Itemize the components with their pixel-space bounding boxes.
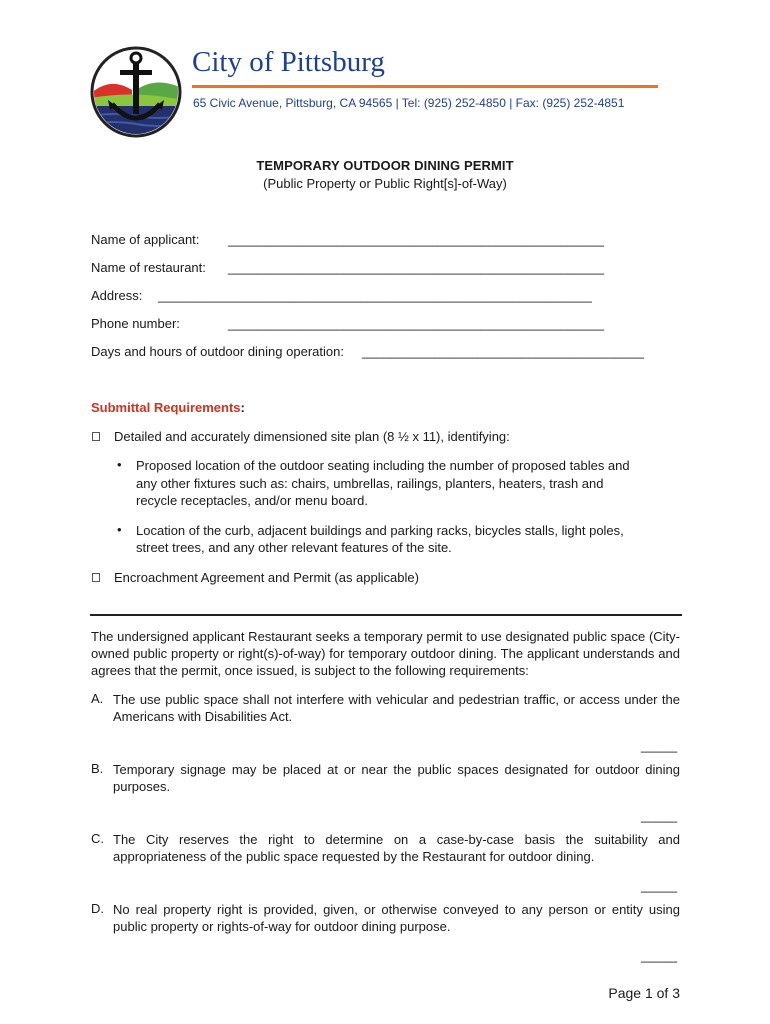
days-hours-label: Days and hours of outdoor dining operation: — [91, 344, 344, 359]
item-b-letter: B. — [91, 761, 104, 776]
submittal-heading-text: Submittal Requirements — [91, 400, 241, 415]
restaurant-field[interactable]: ____________________________________________________ — [228, 260, 604, 275]
document-subtitle: (Public Property or Public Right[s]-of-Way) — [263, 176, 507, 191]
bullet-2-line-2: street trees, and any other relevant features of the site. — [136, 540, 452, 555]
city-name: City of Pittsburg — [192, 46, 385, 78]
city-contact-line: 65 Civic Avenue, Pittsburg, CA 94565 | Tel: (925) 252-4850 | Fax: (925) 252-4851 — [193, 96, 625, 110]
agreement-intro: The undersigned applicant Restaurant seeks a temporary permit to use designated public space (City-owned public property or right(s)-of-way) for temporary outdoor dining. The applicant understands and agrees that the permit, once issued, is subject to the following requirements: — [91, 629, 680, 678]
item-c-text: The City reserves the right to determine on a case-by-case basis the suitability and appropriateness of the public space requested by the Restaurant for outdoor dining. — [113, 832, 680, 864]
encroachment-checkbox[interactable] — [92, 573, 100, 582]
item-d-letter: D. — [91, 901, 104, 916]
bullet-2-line-1: Location of the curb, adjacent buildings and parking racks, bicycles stalls, light poles, — [136, 523, 624, 538]
applicant-label: Name of applicant: — [91, 232, 200, 247]
encroachment-requirement: Encroachment Agreement and Permit (as applicable) — [114, 570, 419, 585]
submittal-requirements-heading — [91, 400, 245, 415]
site-plan-requirement: Detailed and accurately dimensioned site plan (8 ½ x 11), identifying: — [114, 429, 510, 444]
item-a-initials[interactable]: _____ — [641, 738, 678, 753]
item-c-initials[interactable]: _____ — [641, 878, 678, 893]
item-b-text: Temporary signage may be placed at or near the public spaces designated for outdoor dining purposes. — [113, 762, 680, 794]
bullet-1-line-1: Proposed location of the outdoor seating including the number of proposed tables and — [136, 458, 630, 473]
header-divider — [192, 85, 658, 88]
address-field[interactable]: ____________________________________________________________ — [158, 288, 592, 303]
bullet-1: • — [117, 457, 122, 472]
document-title: TEMPORARY OUTDOOR DINING PERMIT — [256, 158, 514, 173]
section-divider — [90, 614, 682, 616]
item-d-initials[interactable]: _____ — [641, 948, 678, 963]
bullet-1-line-2: any other fixtures such as: chairs, umbrellas, railings, planters, heaters, trash and — [136, 476, 604, 491]
item-d-text: No real property right is provided, given, or otherwise conveyed to any person or entity using public property or rights-of-way for outdoor dining purpose. — [113, 902, 680, 934]
submittal-heading-colon: : — [240, 400, 245, 415]
page-number: Page 1 of 3 — [608, 985, 680, 1001]
bullet-2: • — [117, 522, 122, 537]
item-c-letter: C. — [91, 831, 104, 846]
restaurant-label: Name of restaurant: — [91, 260, 206, 275]
item-b-initials[interactable]: _____ — [641, 808, 678, 823]
item-a-letter: A. — [91, 691, 104, 706]
applicant-field[interactable]: ____________________________________________________ — [228, 232, 604, 247]
bullet-1-line-3: recycle receptacles, and/or menu board. — [136, 493, 368, 508]
phone-field[interactable]: ____________________________________________________ — [228, 316, 604, 331]
phone-label: Phone number: — [91, 316, 180, 331]
site-plan-checkbox[interactable] — [92, 432, 100, 441]
item-a-text: The use public space shall not interfere with vehicular and pedestrian traffic, or access under the Americans with Disabilities Act. — [113, 692, 680, 724]
days-hours-field[interactable]: _______________________________________ — [362, 344, 644, 359]
address-label: Address: — [91, 288, 143, 303]
city-seal-logo — [90, 46, 182, 138]
